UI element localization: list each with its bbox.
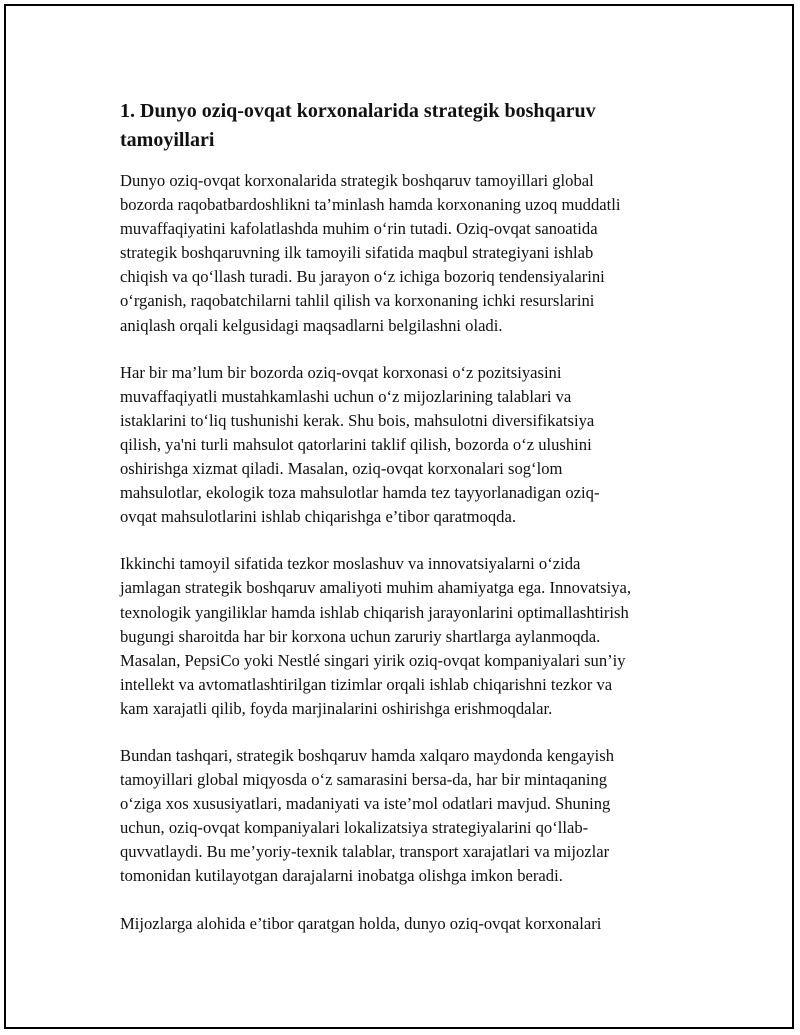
- paragraph-3: Ikkinchi tamoyil sifatida tezkor moslashuv va innovatsiyalarni o‘zida jamlagan strategik boshqaruv amaliyoti muhim ahamiyatga ega. Innovatsiya, texnologik yangiliklar hamda ishlab chiqarish jarayonlarini optimallashtirish bugungi sharoitda har bir korxona uchun zaruriy shartlarga aylanmoqda. Masalan, PepsiCo yoki Nestlé singari yirik oziq-ovqat kompaniyalari sun’iy intellekt va avtomatlashtirilgan tizimlar orqali ishlab chiqarishni tezkor va kam xarajatli qilib, foyda marjinalarini oshirishga erishmoqdalar.: [120, 554, 632, 718]
- paragraph-4: Bundan tashqari, strategik boshqaruv hamda xalqaro maydonda kengayish tamoyillari global miqyosda o‘z samarasini bersa-da, har bir mintaqaning o‘ziga xos xususiyatlari, madaniyati va iste’mol odatlari mavjud. Shuning uchun, oziq-ovqat kompaniyalari lokalizatsiya strategiyalarini qo‘llab- quvvatlaydi. Bu me’yoriy-texnik talablar, transport xarajatlari va mijozlar tomonidan kutilayotgan darajalarni inobatga olishga imkon beradi.: [120, 745, 614, 886]
- paragraph-2: Har bir ma’lum bir bozorda oziq-ovqat korxonasi o‘z pozitsiyasini muvaffaqiyatli mustahkamlashi uchun o‘z mijozlarining talablari va istaklarini to‘liq tushunishi kerak. Shu bois, mahsulotni diversifikatsiya qilish, ya'ni turli mahsulot qatorlarini taklif qilish, bozorda o‘z ulushini oshirishga xizmat qiladi. Masalan, oziq-ovqat korxonalari sog‘lom mahsulotlar, ekologik toza mahsulotlar hamda tez tayyorlanadigan oziq- ovqat mahsulotlarini ishlab chiqarishga e’tibor qaratmoqda.: [120, 362, 600, 527]
- document-body: [120, 97, 680, 959]
- section-heading: 1. Dunyo oziq-ovqat korxonalarida strategik boshqaruv tamoyillari: [120, 100, 596, 151]
- page-border: [4, 4, 794, 1029]
- paragraph-5: Mijozlarga alohida e’tibor qaratgan holda, dunyo oziq-ovqat korxonalari: [120, 913, 602, 933]
- paragraph-1: Dunyo oziq-ovqat korxonalarida strategik boshqaruv tamoyillari global bozorda raqobatbardoshlikni ta’minlash hamda korxonaning uzoq muddatli muvaffaqiyatini kafolatlashda muhim o‘rin tutadi. Oziq-ovqat sanoatida strategik boshqaruvning ilk tamoyili sifatida maqbul strategiyani ishlab chiqish va qo‘llash turadi. Bu jarayon o‘z ichiga bozoriq tendensiyalarini o‘rganish, raqobatchilarni tahlil qilish va korxonaning ichki resurslarini aniqlash orqali kelgusidagi maqsadlarni belgilashni oladi.: [120, 171, 621, 335]
